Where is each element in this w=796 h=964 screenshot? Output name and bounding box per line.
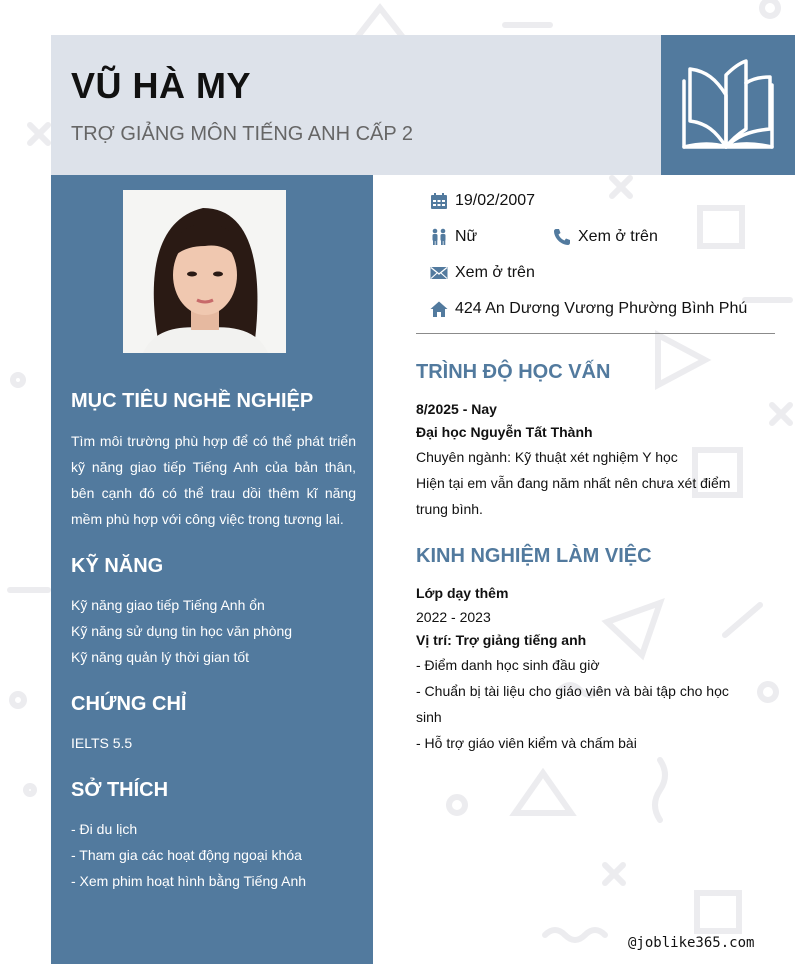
phone-row: [553, 228, 658, 246]
list-item: - Đi du lịch: [71, 821, 138, 837]
address-row: [430, 300, 747, 318]
certificates-list: [71, 730, 356, 756]
certificates-heading: CHỨNG CHỈ: [71, 693, 187, 715]
education-major: Chuyên ngành: Kỹ thuật xét nghiệm Y học: [416, 449, 678, 465]
people-icon: [430, 228, 448, 246]
experience-duty: - Chuẩn bị tài liệu cho giáo viên và bài tập cho học sinh: [416, 683, 729, 725]
skills-heading: KỸ NĂNG: [71, 555, 164, 577]
education-block: [416, 398, 746, 522]
gender-value: Nữ: [455, 228, 478, 245]
experience-heading: KINH NGHIỆM LÀM VIỆC: [416, 545, 652, 567]
email-row: [430, 264, 535, 282]
calendar-icon: [430, 192, 448, 210]
birthday-value: 19/02/2007: [455, 192, 536, 209]
list-item: Kỹ năng giao tiếp Tiếng Anh ổn: [71, 597, 265, 613]
gender-row: [430, 228, 477, 246]
experience-duty: - Hỗ trợ giáo viên kiểm và chấm bài: [416, 735, 637, 751]
objective-text: Tìm môi trường phù hợp để có thể phát triển kỹ năng giao tiếp Tiếng Anh của bản thân, bên cạnh đó có thể trau dồi thêm kĩ năng mềm phù hợp với công việc trong tương lai.: [71, 433, 356, 527]
home-icon: [430, 300, 448, 318]
watermark-text: @joblike365.com: [628, 935, 755, 951]
list-item: IELTS 5.5: [71, 735, 133, 751]
objective-heading: MỤC TIÊU NGHỀ NGHIỆP: [71, 390, 314, 412]
education-note: Hiện tại em vẫn đang năm nhất nên chưa xét điểm trung bình.: [416, 475, 731, 517]
job-title: TRỢ GIẢNG MÔN TIẾNG ANH CẤP 2: [71, 123, 414, 145]
education-heading: TRÌNH ĐỘ HỌC VẤN: [416, 361, 611, 383]
experience-period: 2022 - 2023: [416, 609, 491, 625]
list-item: Kỹ năng sử dụng tin học văn phòng: [71, 623, 293, 639]
contact-divider: [416, 333, 775, 334]
phone-icon: [553, 228, 571, 246]
candidate-name: VŨ HÀ MY: [71, 65, 252, 106]
envelope-icon: [430, 264, 448, 282]
birthday-row: [430, 192, 535, 210]
experience-duty: - Điểm danh học sinh đầu giờ: [416, 657, 600, 673]
address-value: 424 An Dương Vương Phường Bình Phú: [455, 300, 748, 317]
hobbies-heading: SỞ THÍCH: [71, 779, 169, 801]
header-banner: [51, 35, 661, 175]
list-item: - Tham gia các hoạt động ngoại khóa: [71, 847, 302, 863]
profile-photo: [123, 190, 286, 353]
list-item: - Xem phim hoạt hình bằng Tiếng Anh: [71, 873, 307, 889]
phone-value: Xem ở trên: [578, 228, 658, 245]
email-value: Xem ở trên: [455, 264, 535, 281]
experience-position: Vị trí: Trợ giảng tiếng anh: [416, 632, 587, 648]
left-sidebar: [51, 175, 373, 964]
hobbies-list: [71, 816, 356, 894]
experience-block: [416, 582, 746, 756]
education-period: 8/2025 - Nay: [416, 401, 497, 417]
experience-company: Lớp dạy thêm: [416, 585, 509, 601]
header-icon-box: [661, 35, 795, 175]
education-school: Đại học Nguyễn Tất Thành: [416, 424, 593, 440]
open-book-icon: [680, 57, 776, 153]
list-item: Kỹ năng quản lý thời gian tốt: [71, 649, 250, 665]
skills-list: [71, 592, 356, 670]
